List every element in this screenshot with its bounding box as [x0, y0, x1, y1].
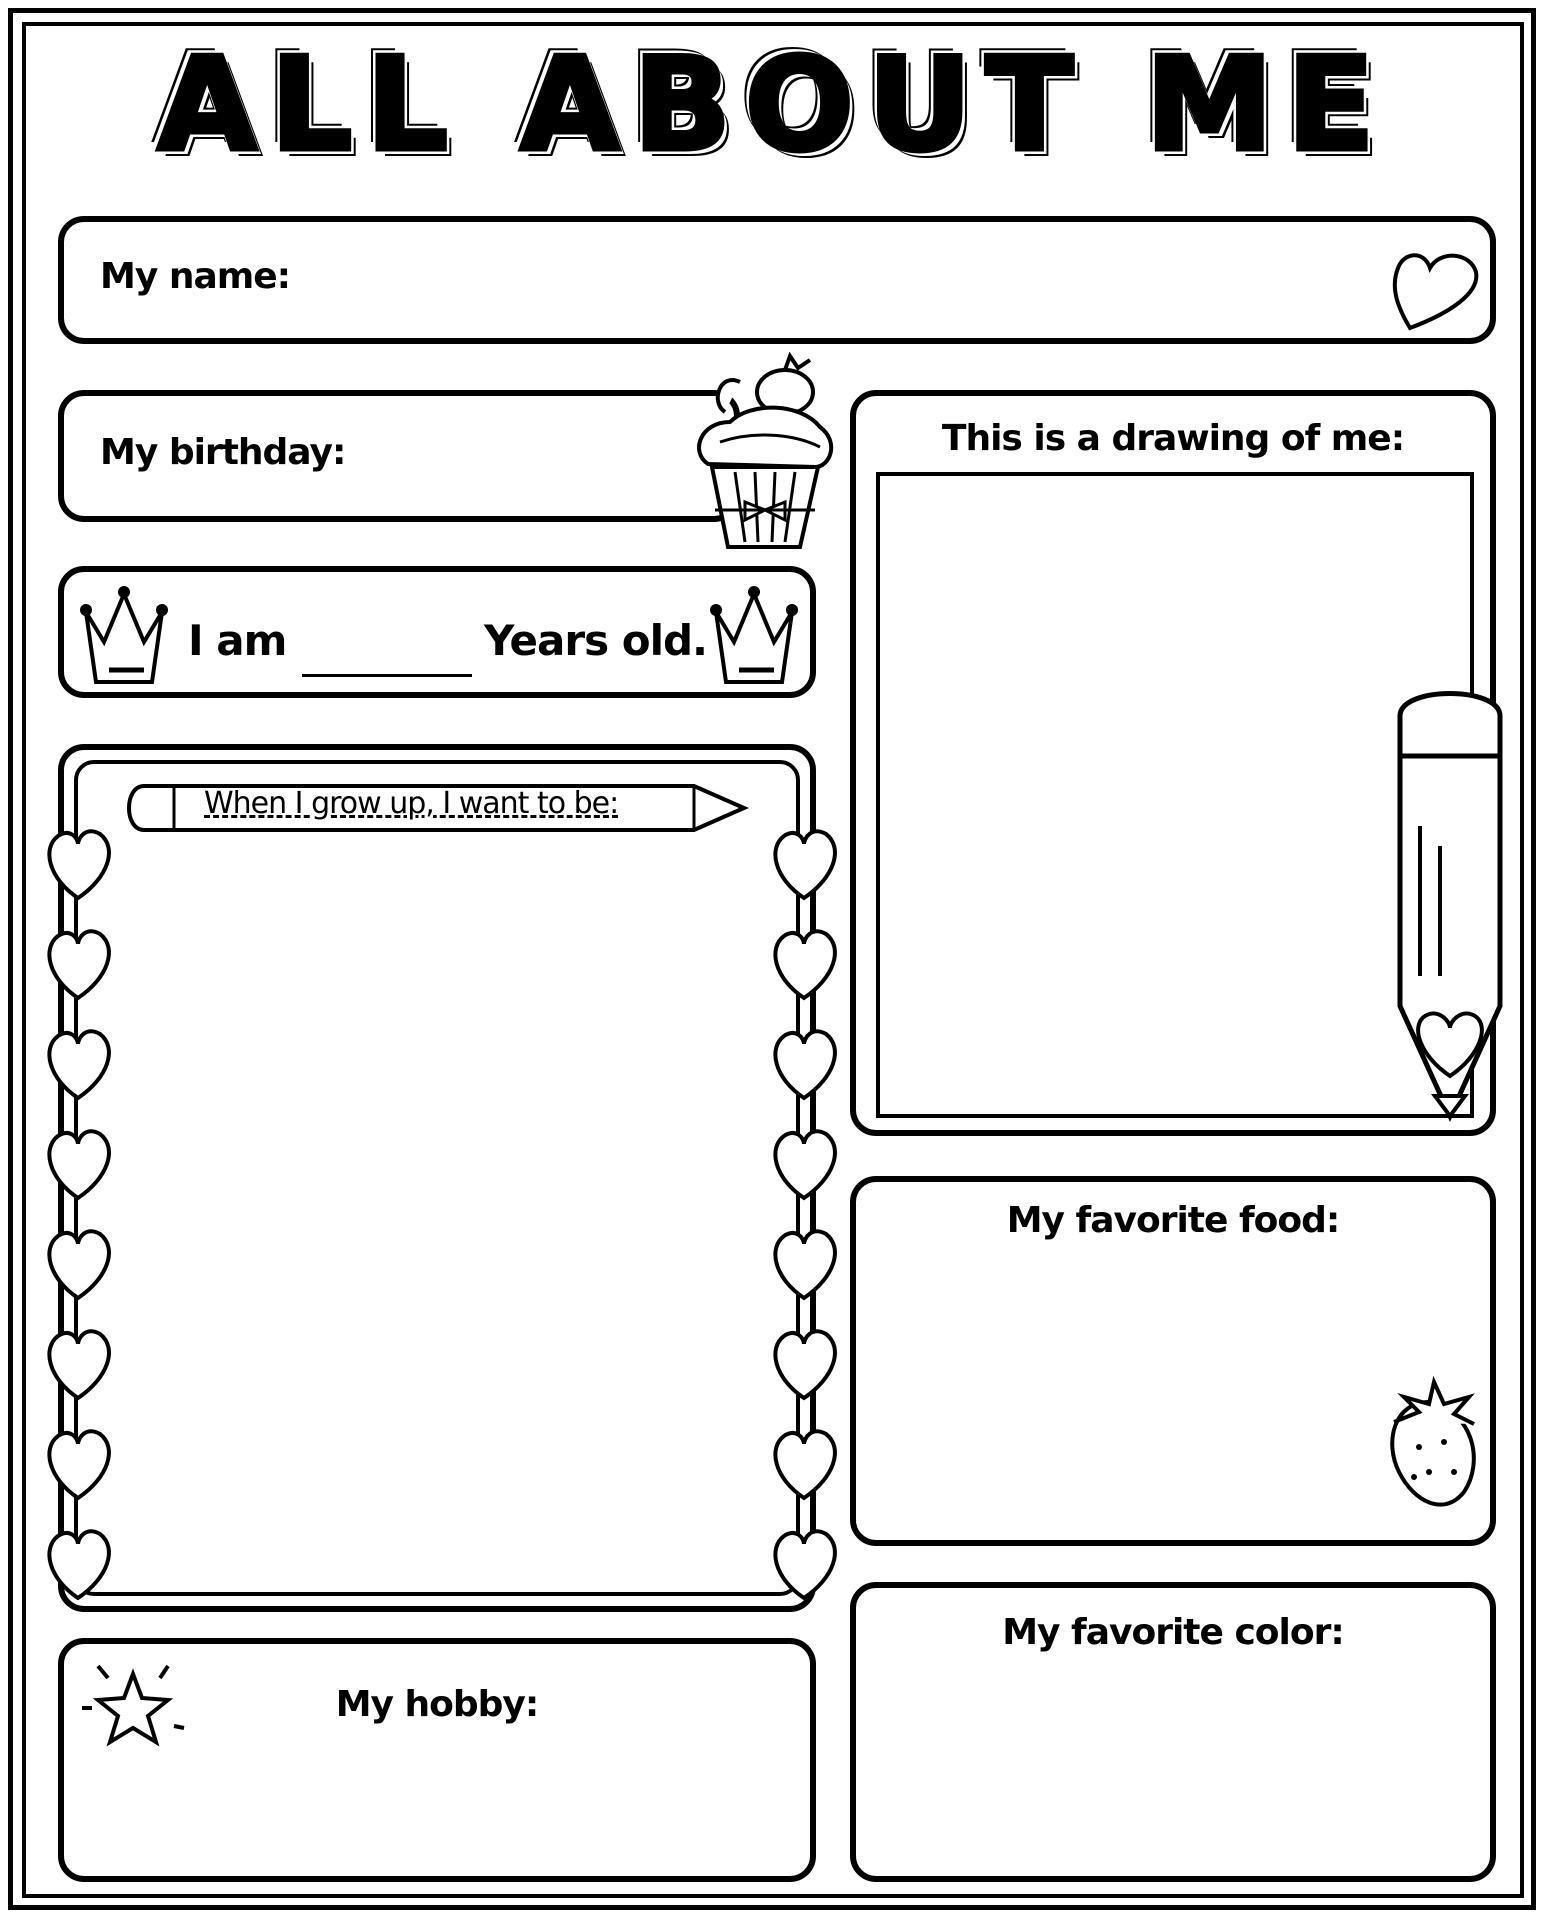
crown-icon [704, 582, 804, 692]
age-blank-line[interactable] [302, 674, 472, 677]
page-title: ALL ABOUT ME [157, 31, 1389, 180]
strawberry-icon [1374, 1372, 1484, 1522]
crown-icon [74, 582, 174, 692]
pencil-icon [1390, 676, 1510, 1126]
birthday-box[interactable] [58, 390, 740, 522]
grow-up-label: When I grow up, I want to be: [204, 786, 619, 821]
hobby-box[interactable] [58, 1638, 816, 1882]
heart-icon [1390, 238, 1480, 328]
hobby-label: My hobby: [335, 1684, 539, 1725]
age-prefix: I am [188, 616, 287, 665]
heart-border-right [764, 818, 844, 1598]
heart-border-left [38, 818, 118, 1598]
cupcake-icon [690, 352, 840, 552]
age-suffix: Years old. [484, 616, 707, 665]
drawing-area[interactable] [876, 472, 1474, 1118]
grow-up-inner-frame [74, 760, 800, 1596]
food-label: My favorite food: [1006, 1200, 1340, 1241]
age-box[interactable] [58, 566, 816, 698]
name-box[interactable] [58, 216, 1496, 344]
name-label: My name: [100, 256, 291, 297]
grow-up-box[interactable] [58, 744, 816, 1612]
food-box[interactable] [850, 1176, 1496, 1546]
birthday-label: My birthday: [100, 432, 346, 473]
drawing-label: This is a drawing of me: [941, 418, 1405, 459]
color-label: My favorite color: [1002, 1612, 1344, 1653]
color-box[interactable] [850, 1582, 1496, 1882]
